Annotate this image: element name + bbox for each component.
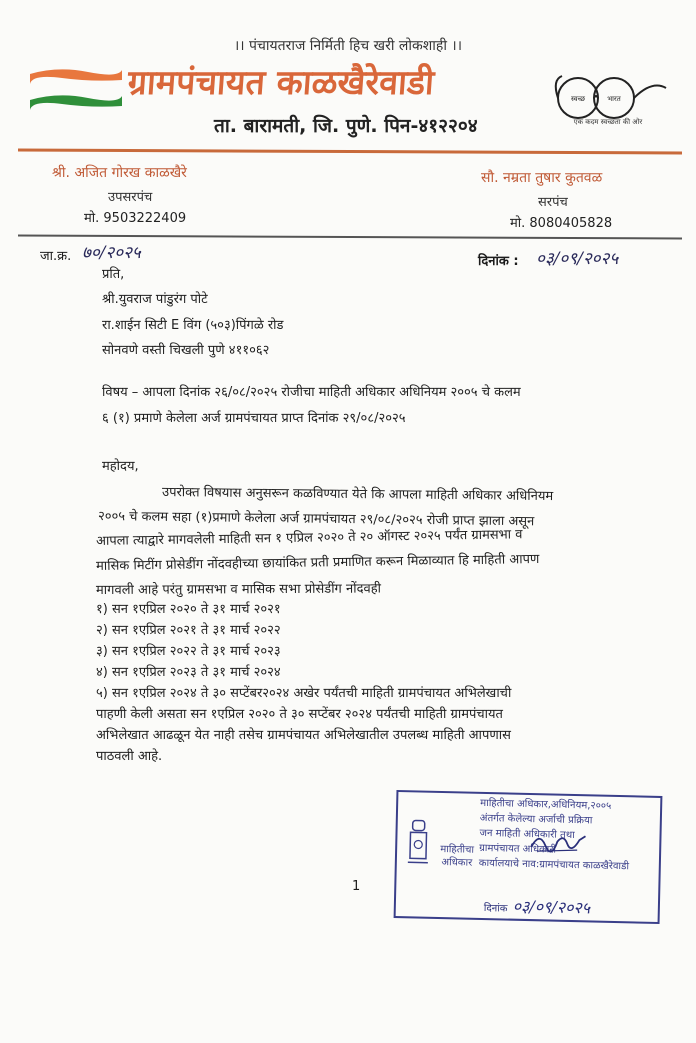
closing-line: अभिलेखात आढळून येत नाही तसेच ग्रामपंचायत अभिलेखातील उपलब्ध माहिती आपणास — [96, 728, 511, 743]
subject-line: विषय – आपला दिनांक २६/०८/२०२५ रोजीचा माहिती अधिकार अधिनियम २००५ चे कलम — [102, 385, 521, 400]
closing-line: ५) सन १एप्रिल २०२४ ते ३० सप्टेंबर२०२४ अखेर पर्यंतची माहिती ग्रामपंचायत अभिलेखाची — [96, 686, 512, 701]
recipient-line: प्रति, — [102, 267, 125, 282]
list-item: १) सन १एप्रिल २०२० ते ३१ मार्च २०२१ — [96, 602, 281, 617]
date-label: दिनांक : — [478, 254, 519, 269]
recipient-line: श्री.युवराज पांडुरंग पोटे — [102, 292, 208, 307]
rti-stamp — [394, 790, 663, 924]
logo-text-1: स्वच्छ — [570, 95, 586, 103]
stamp-side-line: अधिकार — [441, 857, 473, 869]
stamp-line: अंतर्गत केलेल्या अर्जाची प्रक्रिया — [479, 812, 593, 827]
body-line: २००५ चे कलम सहा (१)प्रमाणे केलेला अर्ज ग्रामपंचायत २९/०८/२०२५ रोजी प्राप्त झाला असून — [97, 509, 535, 530]
org-address: ता. बारामती, जि. पुणे. पिन-४१२२०४ — [214, 115, 478, 137]
stamp-line: जन माहिती अधिकारी तथा — [479, 827, 575, 842]
body-line: आपला त्याद्वारे मागवलेली माहिती सन १ एप्रिल २०२० ते २० ऑगस्ट २०२५ पर्यंत ग्रामसभा व — [95, 527, 523, 549]
header-motto: ।। पंचायतराज निर्मिती हिच खरी लोकशाही ।। — [233, 38, 463, 54]
handwritten-signature — [527, 829, 588, 856]
logo-text-2: भारत — [607, 95, 621, 103]
salutation: महोदय, — [102, 459, 139, 474]
list-item: ४) सन १एप्रिल २०२३ ते ३१ मार्च २०२४ — [96, 665, 281, 680]
body-line: उपरोक्त विषयास अनुसरून कळविण्यात येते कि आपला माहिती अधिकार अधिनियम — [161, 485, 554, 505]
upsarpanch-role: उपसरपंच — [108, 190, 153, 205]
reference-label: जा.क्र. — [40, 249, 72, 264]
date-value: ०३/०९/२०२५ — [536, 249, 619, 269]
list-item: २) सन १एप्रिल २०२१ ते ३१ मार्च २०२२ — [96, 623, 281, 638]
recipient-line: सोनवणे वस्ती चिखली पुणे ४११०६२ — [102, 343, 270, 358]
org-title: ग्रामपंचायत काळखैरेवाडी — [126, 63, 436, 103]
closing-line: पाहणी केली असता सन १एप्रिल २०२० ते ३० सप्टेंबर २०२४ पर्यंतची माहिती ग्रामपंचायत — [96, 707, 503, 722]
upsarpanch-name: श्री. अजित गोरख काळखैरे — [52, 165, 187, 181]
subject-line: ६ (१) प्रमाणे केलेला अर्ज ग्रामपंचायत प्राप्त दिनांक २९/०८/२०२५ — [102, 411, 406, 426]
ashoka-emblem-icon — [405, 816, 432, 877]
stamp-line: माहितीचा अधिकार,अधिनियम,२००५ — [480, 797, 612, 812]
stamp-side-line: माहितीचा — [440, 844, 475, 856]
body-line: मासिक मिटींग प्रोसेडींग नोंदवहीच्या छायांकित प्रती प्रमाणित करून मिळाव्यात हि माहिती आपण — [95, 552, 540, 574]
body-line: मागवली आहे परंतु ग्रामसभा व मासिक सभा प्रोसेडींग नोंदवही — [95, 581, 382, 598]
upsarpanch-phone: मो. 9503222409 — [84, 211, 187, 226]
stamp-line: कार्यालयाचे नाव:ग्रामपंचायत काळखैरेवाडी — [478, 857, 630, 873]
stamp-date-value: ०३/०९/२०२५ — [512, 896, 591, 918]
recipient-line: रा.शाईन सिटी E विंग (५०३)पिंगळे रोड — [102, 318, 284, 333]
stamp-side-text — [437, 843, 478, 870]
reference-number: ७०/२०२५ — [82, 243, 141, 263]
stamp-date — [484, 894, 591, 918]
stamp-line: ग्रामपंचायत अधिकारी — [479, 842, 557, 856]
page-number: 1 — [352, 879, 361, 894]
logo-tagline: एक कदम स्वच्छता की ओर — [573, 118, 643, 126]
stamp-date-label: दिनांक — [483, 903, 508, 915]
sarpanch-phone: मो. 8080405828 — [510, 216, 613, 231]
list-item: ३) सन १एप्रिल २०२२ ते ३१ मार्च २०२३ — [96, 644, 281, 659]
closing-line: पाठवली आहे. — [96, 749, 163, 764]
sarpanch-role: सरपंच — [538, 195, 568, 210]
sarpanch-name: सौ. नम्रता तुषार कुतवळ — [481, 170, 603, 186]
